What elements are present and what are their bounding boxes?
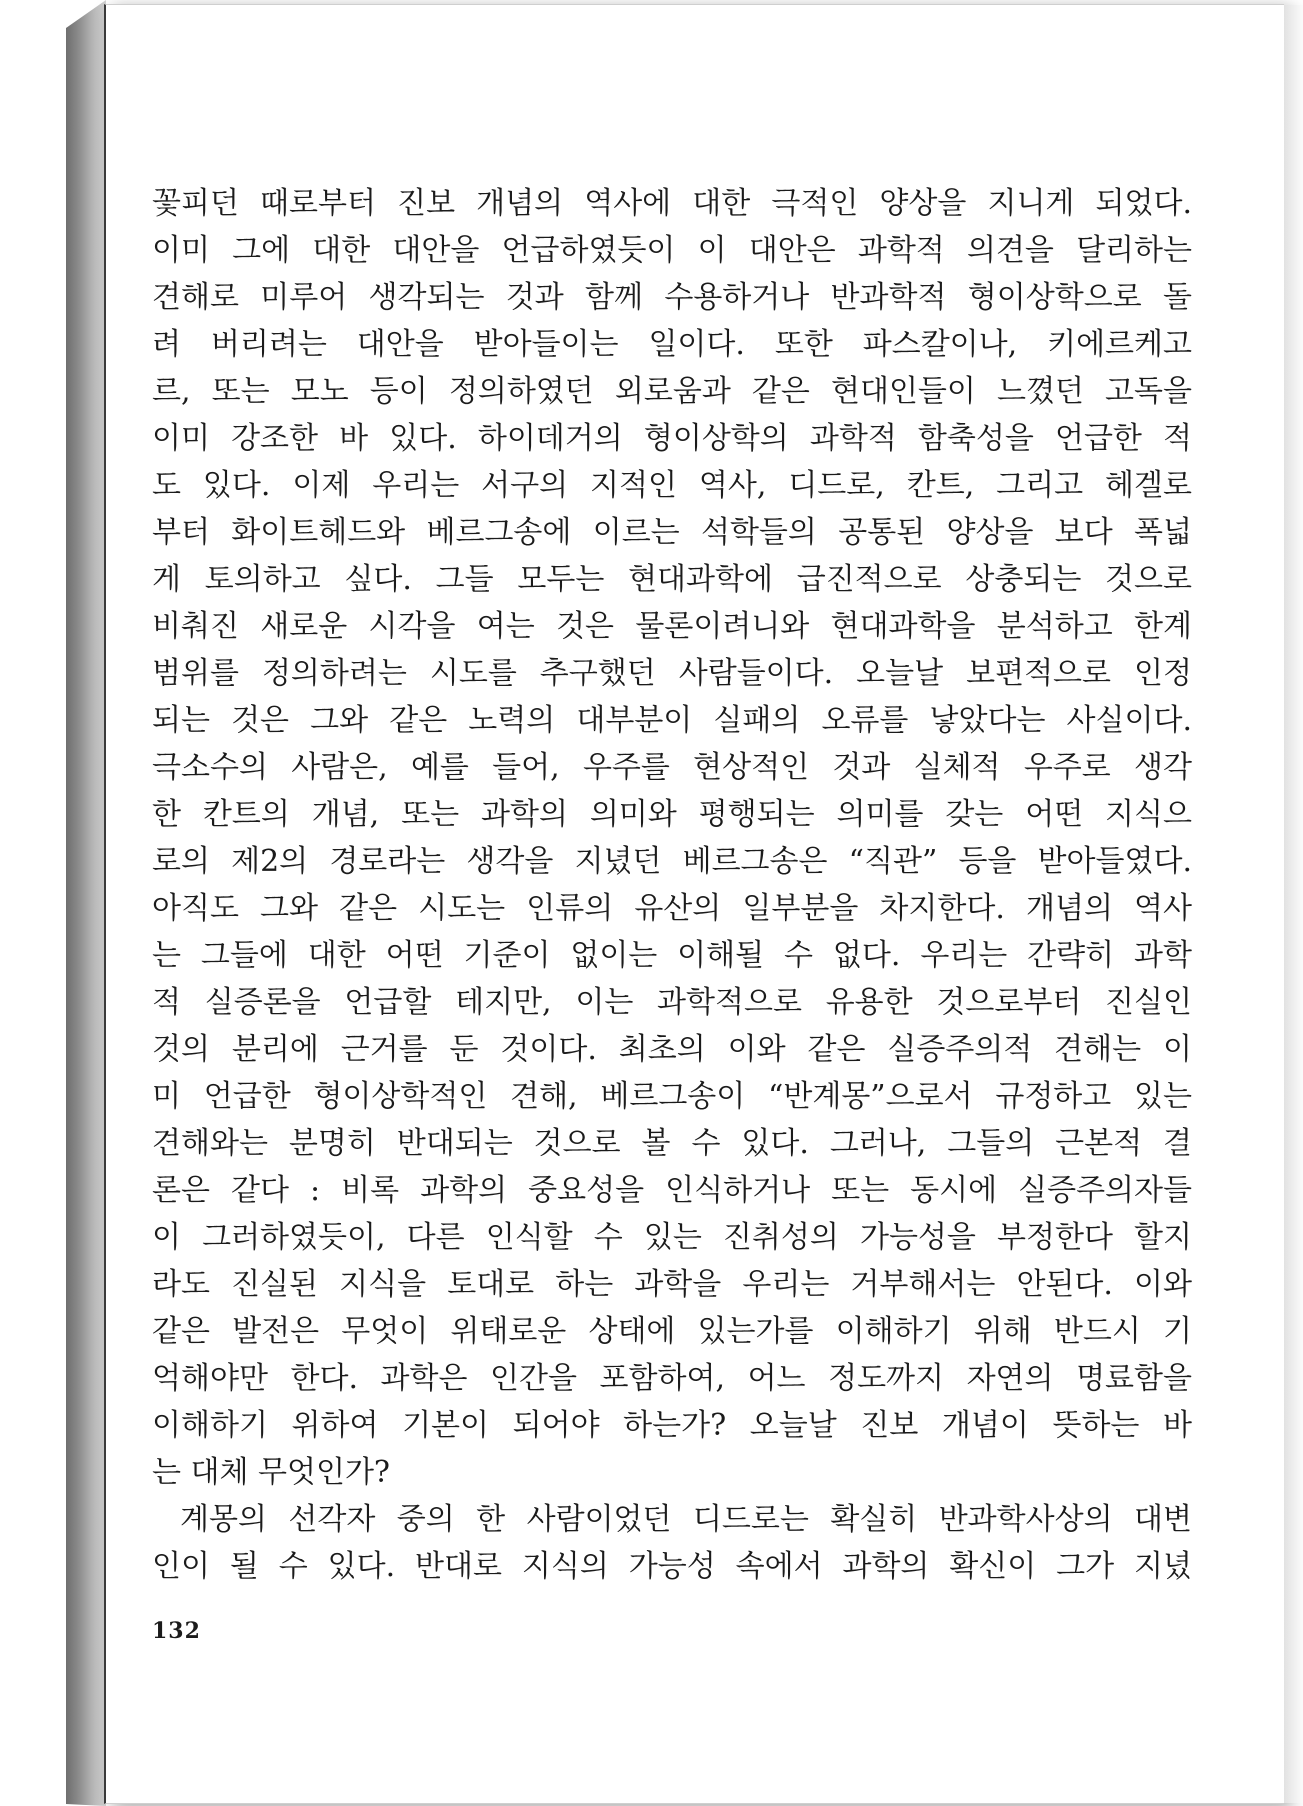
text-line: 견해와는 분명히 반대되는 것으로 볼 수 있다. 그러나, 그들의 근본적 결: [152, 1126, 1192, 1161]
text-line: 미 언급한 형이상학적인 견해, 베르그송이 “반계몽”으로서 규정하고 있는: [152, 1079, 1192, 1114]
text-line-paragraph-end: 는 대체 무엇인가?: [152, 1455, 391, 1490]
text-line: 이해하기 위하여 기본이 되어야 하는가? 오늘날 진보 개념이 뜻하는 바: [152, 1408, 1192, 1443]
text-line: 견해로 미루어 생각되는 것과 함께 수용하거나 반과학적 형이상학으로 돌: [152, 280, 1192, 315]
text-line: 꽃피던 때로부터 진보 개념의 역사에 대한 극적인 양상을 지니게 되었다.: [152, 186, 1192, 221]
text-line: 는 그들에 대한 어떤 기준이 없이는 이해될 수 없다. 우리는 간략히 과학: [152, 938, 1192, 973]
text-line: 극소수의 사람은, 예를 들어, 우주를 현상적인 것과 실체적 우주로 생각: [152, 750, 1192, 785]
text-line: 인이 될 수 있다. 반대로 지식의 가능성 속에서 과학의 확신이 그가 지녔: [152, 1549, 1192, 1584]
book-spine: [66, 0, 106, 1806]
text-line: 려 버리려는 대안을 받아들이는 일이다. 또한 파스칼이나, 키에르케고: [152, 327, 1192, 362]
text-line: 한 칸트의 개념, 또는 과학의 의미와 평행되는 의미를 갖는 어떤 지식으: [152, 797, 1192, 832]
text-line: 도 있다. 이제 우리는 서구의 지적인 역사, 디드로, 칸트, 그리고 헤겔로: [152, 468, 1192, 503]
text-line: 억해야만 한다. 과학은 인간을 포함하여, 어느 정도까지 자연의 명료함을: [152, 1361, 1192, 1396]
page-edge-shadow: [1284, 5, 1303, 1803]
text-line: 아직도 그와 같은 시도는 인류의 유산의 일부분을 차지한다. 개념의 역사: [152, 891, 1192, 926]
text-line: 것의 분리에 근거를 둔 것이다. 최초의 이와 같은 실증주의적 견해는 이: [152, 1032, 1192, 1067]
text-line: 게 토의하고 싶다. 그들 모두는 현대과학에 급진적으로 상충되는 것으로: [152, 562, 1192, 597]
text-line-paragraph-start: 계몽의 선각자 중의 한 사람이었던 디드로는 확실히 반과학사상의 대변: [180, 1502, 1192, 1537]
text-line: 되는 것은 그와 같은 노력의 대부분이 실패의 오류를 낳았다는 사실이다.: [152, 703, 1192, 738]
text-line: 이미 그에 대한 대안을 언급하였듯이 이 대안은 과학적 의견을 달리하는: [152, 233, 1192, 268]
page-number: 132: [152, 1618, 201, 1644]
text-line: 부터 화이트헤드와 베르그송에 이르는 석학들의 공통된 양상을 보다 폭넓: [152, 515, 1192, 550]
text-line: 적 실증론을 언급할 테지만, 이는 과학적으로 유용한 것으로부터 진실인: [152, 985, 1192, 1020]
text-line: 이 그러하였듯이, 다른 인식할 수 있는 진취성의 가능성을 부정한다 할지: [152, 1220, 1192, 1255]
body-text: [152, 180, 1192, 1590]
text-line: 르, 또는 모노 등이 정의하였던 외로움과 같은 현대인들이 느꼈던 고독을: [152, 374, 1192, 409]
text-line: 이미 강조한 바 있다. 하이데거의 형이상학의 과학적 함축성을 언급한 적: [152, 421, 1192, 456]
text-line: 로의 제2의 경로라는 생각을 지녔던 베르그송은 “직관” 등을 받아들였다.: [152, 844, 1192, 879]
text-line: 론은 같다 : 비록 과학의 중요성을 인식하거나 또는 동시에 실증주의자들: [152, 1173, 1192, 1208]
text-line: 범위를 정의하려는 시도를 추구했던 사람들이다. 오늘날 보편적으로 인정: [152, 656, 1192, 691]
text-line: 라도 진실된 지식을 토대로 하는 과학을 우리는 거부해서는 안된다. 이와: [152, 1267, 1192, 1302]
text-line: 비춰진 새로운 시각을 여는 것은 물론이려니와 현대과학을 분석하고 한계: [152, 609, 1192, 644]
text-line: 같은 발전은 무엇이 위태로운 상태에 있는가를 이해하기 위해 반드시 기: [152, 1314, 1192, 1349]
